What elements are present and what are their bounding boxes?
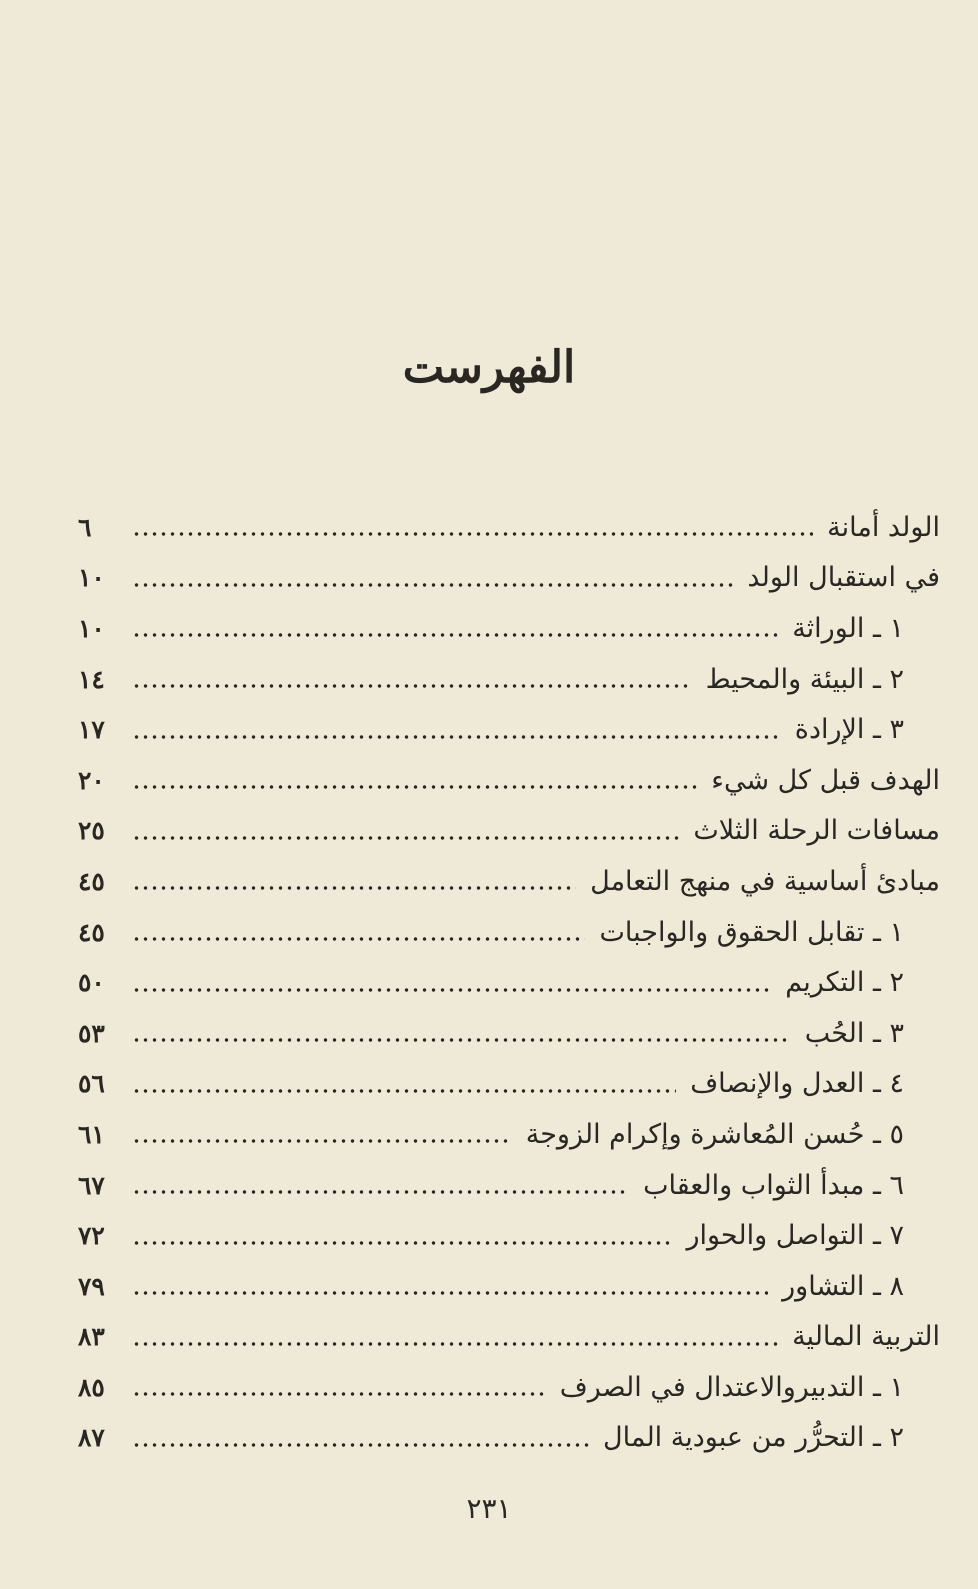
- toc-entry-page: ٢٠: [78, 765, 105, 795]
- page-number: ٢٣١: [466, 1492, 512, 1525]
- toc-entry: [78, 1362, 940, 1413]
- toc-entry: [78, 502, 940, 553]
- toc-entry-label: ١ ـ الوراثة: [792, 612, 904, 644]
- toc-entry: [78, 957, 940, 1008]
- toc-entry-page: ٢٥: [78, 816, 105, 846]
- toc-entry-label: ٤ ـ العدل والإنصاف: [690, 1068, 904, 1100]
- toc-entry-label: ١ ـ تقابل الحقوق والواجبات: [599, 916, 904, 948]
- toc-entry-page: ٥٦: [78, 1069, 105, 1099]
- toc-entry-page: ٥٣: [78, 1018, 105, 1048]
- table-of-contents: [78, 502, 940, 1463]
- toc-entry-label: ٨ ـ التشاور: [782, 1270, 904, 1302]
- toc-entry-label: ١ ـ التدبيروالاعتدال في الصرف: [559, 1371, 904, 1403]
- toc-entry: [78, 1109, 940, 1160]
- dot-leader: [132, 988, 771, 992]
- toc-entry: [78, 553, 940, 604]
- toc-entry: [78, 704, 940, 755]
- dot-leader: [132, 684, 692, 688]
- toc-entry: [78, 755, 940, 806]
- toc-entry-label: ٥ ـ حُسن المُعاشرة وإكرام الزوجة: [525, 1118, 904, 1150]
- toc-entry: [78, 1059, 940, 1110]
- toc-entry-page: ٤٥: [78, 866, 105, 896]
- toc-entry-page: ١٤: [78, 664, 105, 694]
- toc-entry-label: ٢ ـ البيئة والمحيط: [705, 663, 904, 695]
- dot-leader: [132, 1291, 768, 1295]
- toc-entry-label: الولد أمانة: [827, 511, 940, 543]
- toc-entry-page: ٧٢: [78, 1221, 105, 1251]
- dot-leader: [132, 583, 733, 587]
- toc-entry-page: ٦: [78, 512, 92, 542]
- dot-leader: [132, 1038, 791, 1042]
- toc-entry-label: ٢ ـ التحرُّر من عبودية المال: [603, 1422, 904, 1454]
- dot-leader: [132, 886, 576, 890]
- toc-entry-label: مسافات الرحلة الثلاث: [693, 815, 940, 847]
- dot-leader: [132, 937, 585, 941]
- toc-entry-page: ١٠: [78, 563, 105, 593]
- toc-entry-label: ٧ ـ التواصل والحوار: [686, 1220, 904, 1252]
- toc-entry-page: ٨٣: [78, 1322, 105, 1352]
- toc-entry: [78, 806, 940, 857]
- toc-entry-label: ٢ ـ التكريم: [785, 967, 904, 999]
- dot-leader: [132, 1241, 672, 1245]
- toc-entry-page: ١٠: [78, 613, 105, 643]
- dot-leader: [132, 836, 679, 840]
- dot-leader: [132, 1342, 778, 1346]
- toc-entry-page: ٤٥: [78, 917, 105, 947]
- toc-entry-label: ٦ ـ مبدأ الثواب والعقاب: [643, 1169, 904, 1201]
- toc-entry-label: مبادئ أساسية في منهج التعامل: [590, 865, 940, 897]
- toc-entry: [78, 654, 940, 705]
- toc-entry-page: ٦١: [78, 1119, 105, 1149]
- dot-leader: [132, 1190, 629, 1194]
- toc-entry-page: ٥٠: [78, 968, 105, 998]
- toc-entry: [78, 1413, 940, 1464]
- dot-leader: [132, 735, 781, 739]
- page-title: الفهرست: [402, 342, 576, 393]
- dot-leader: [132, 1139, 512, 1143]
- dot-leader: [132, 1443, 589, 1447]
- dot-leader: [132, 785, 697, 789]
- toc-entry-page: ٧٩: [78, 1271, 105, 1301]
- toc-entry: [78, 907, 940, 958]
- toc-entry-label: في استقبال الولد: [747, 562, 940, 594]
- toc-entry-label: التربية المالية: [792, 1321, 940, 1353]
- toc-entry-label: ٣ ـ الحُب: [804, 1017, 904, 1049]
- toc-entry: [78, 1008, 940, 1059]
- toc-entry-page: ٨٧: [78, 1423, 105, 1453]
- toc-entry: [78, 856, 940, 907]
- dot-leader: [132, 1392, 546, 1396]
- toc-entry-page: ٦٧: [78, 1170, 105, 1200]
- dot-leader: [132, 1089, 676, 1093]
- dot-leader: [132, 532, 813, 536]
- toc-entry: [78, 1261, 940, 1312]
- toc-entry: [78, 1210, 940, 1261]
- dot-leader: [132, 633, 778, 637]
- toc-entry-label: ٣ ـ الإرادة: [794, 714, 904, 746]
- toc-entry: [78, 1160, 940, 1211]
- toc-entry: [78, 603, 940, 654]
- toc-entry-page: ٨٥: [78, 1372, 105, 1402]
- toc-entry: [78, 1312, 940, 1363]
- toc-entry-page: ١٧: [78, 715, 105, 745]
- toc-entry-label: الهدف قبل كل شيء: [711, 764, 940, 796]
